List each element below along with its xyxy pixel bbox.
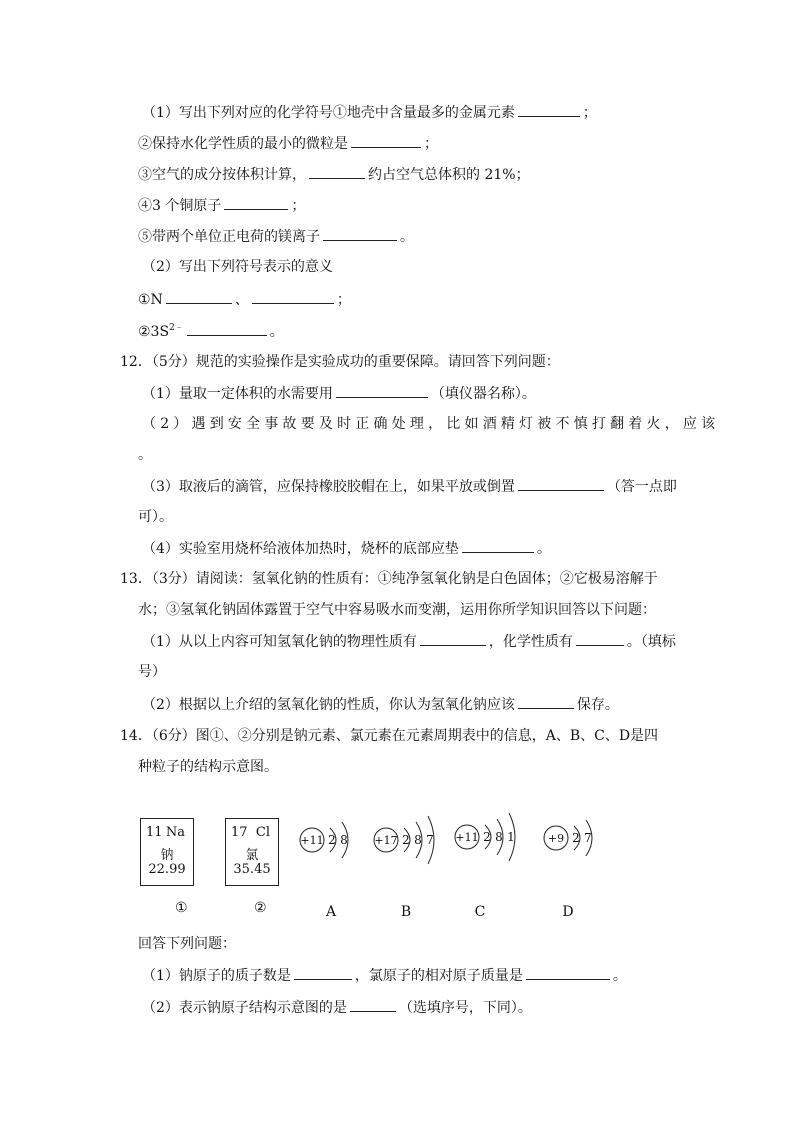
q13-stem1: 13．（3分）请阅读：氢氧化钠的性质有：①纯净氢氧化钠是白色固体；②它极易溶解于: [120, 571, 658, 587]
electron-shell-arc: [586, 820, 592, 856]
q11-sym2: $②3S^{2﹣}$ 。: [138, 323, 284, 340]
particle-diagram-a: [300, 822, 348, 920]
answer-blank[interactable]: [420, 631, 486, 646]
q14-stem1: 14．（6分）图①、②分别是钠元素、氯元素在元素周期表中的信息，A、B、C、D是四: [120, 728, 659, 744]
shell-electron-count: 2: [572, 831, 580, 845]
electron-shell-arc: [330, 828, 336, 852]
q13-p1: （1）从以上内容可知氢氧化钠的物理性质有 ，化学性质有 。（填标: [142, 631, 676, 652]
electron-shell-arc: [404, 828, 410, 852]
q11-item3: ③空气的成分按体积计算， 约占空气总体积的 21%；: [138, 164, 530, 185]
answer-blank[interactable]: [350, 997, 396, 1012]
shell-electron-count: 2: [483, 830, 491, 844]
electron-shell-arc: [428, 816, 434, 864]
answer-blank[interactable]: [526, 965, 610, 980]
nucleus-charge: +11: [300, 834, 324, 847]
electron-shell-arc: [485, 825, 491, 849]
q11-item5: ⑤带两个单位正电荷的镁离子 。: [138, 226, 414, 247]
electron-shell-arc: [416, 822, 422, 858]
q13-p1-cont: 号）: [138, 664, 166, 680]
q11-part1: （1）写出下列对应的化学符号①地壳中含量最多的金属元素 ；: [142, 102, 597, 123]
answer-blank[interactable]: [166, 289, 232, 304]
answer-blank[interactable]: [187, 321, 267, 336]
q14-p1: （1）钠原子的质子数是 ，氯原子的相对原子质量是 。: [142, 965, 627, 986]
electron-shell-arc: [497, 819, 503, 855]
q13-p2: （2）根据以上介绍的氢氧化钠的性质，你认为氢氧化钠应该 保存。: [142, 694, 619, 715]
q12-p2: （2）遇到安全事故要及时正确处理，比如酒精灯被不慎打翻着火，应该: [142, 416, 720, 432]
shell-electron-count: 8: [495, 830, 503, 844]
shell-electron-count: 1: [507, 830, 515, 844]
figure-caption-2: ②: [254, 900, 267, 916]
shell-electron-count: 2: [402, 833, 410, 847]
q13-stem2: 水；③氢氧化钠固体露置于空气中容易吸水而变潮，运用你所学知识回答以下问题：: [138, 602, 656, 618]
answer-blank[interactable]: [576, 631, 624, 646]
q11-item2: ②保持水化学性质的最小的微粒是 ；: [138, 133, 438, 154]
nucleus-charge: +11: [455, 831, 479, 844]
particle-label: A: [325, 904, 337, 920]
answer-blank[interactable]: [336, 383, 428, 398]
q14-stem2: 种粒子的结构示意图。: [138, 759, 278, 775]
element-box-sodium: 11 Na 钠 22.99: [140, 818, 194, 886]
answer-blank[interactable]: [462, 538, 534, 553]
q12-stem: 12．（5分）规范的实验操作是实验成功的重要保障。请回答下列问题：: [120, 354, 560, 370]
answer-blank[interactable]: [309, 164, 365, 179]
electron-shell-arc: [574, 826, 580, 850]
q12-p2-cont: 。: [138, 447, 152, 463]
answer-blank[interactable]: [351, 133, 421, 148]
shell-electron-count: 8: [340, 833, 348, 847]
q14-answer-prompt: 回答下列问题：: [138, 936, 236, 952]
answer-blank[interactable]: [294, 965, 352, 980]
element-box-chlorine: 17 Cl 氯 35.45: [225, 818, 279, 886]
particle-label: C: [474, 904, 486, 920]
electron-shell-arc: [342, 822, 348, 858]
answer-blank[interactable]: [518, 694, 574, 709]
nucleus-charge: +9: [547, 832, 565, 845]
answer-blank[interactable]: [252, 289, 334, 304]
particle-diagram-d: [544, 820, 592, 920]
answer-blank[interactable]: [224, 195, 288, 210]
q11-sym1: ①N 、 ；: [138, 289, 351, 310]
answer-blank[interactable]: [518, 102, 580, 117]
particle-diagram-b: [374, 816, 434, 920]
shell-electron-count: 7: [584, 831, 592, 845]
particle-label: D: [562, 904, 574, 920]
nucleus-circle: [544, 826, 568, 850]
nucleus-charge: +17: [374, 834, 398, 847]
particle-label: B: [400, 904, 412, 920]
q14-p2: （2）表示钠原子结构示意图的是 （选填序号，下同）。: [142, 997, 532, 1018]
electron-shell-arc: [509, 813, 515, 861]
figure-caption-1: ①: [175, 900, 188, 916]
shell-electron-count: 2: [328, 833, 336, 847]
nucleus-circle: [455, 825, 479, 849]
q11-item4: ④3 个铜原子 ；: [138, 195, 305, 216]
shell-electron-count: 7: [426, 833, 434, 847]
particle-diagram-c: [455, 813, 515, 920]
q12-p3: （3）取液后的滴管，应保持橡胶胶帽在上，如果平放或倒置 （答一点即: [142, 476, 677, 497]
shell-electron-count: 8: [414, 833, 422, 847]
q12-p3-cont: 可）。: [138, 509, 173, 525]
nucleus-circle: [374, 828, 398, 852]
answer-blank[interactable]: [323, 226, 397, 241]
answer-blank[interactable]: [518, 476, 604, 491]
nucleus-circle: [300, 828, 324, 852]
q12-p1: （1）量取一定体积的水需要用 （填仪器名称）。: [142, 383, 536, 404]
q11-part2: （2）写出下列符号表示的意义: [142, 259, 333, 275]
q12-p4: （4）实验室用烧杯给液体加热时，烧杯的底部应垫 。: [142, 538, 551, 559]
